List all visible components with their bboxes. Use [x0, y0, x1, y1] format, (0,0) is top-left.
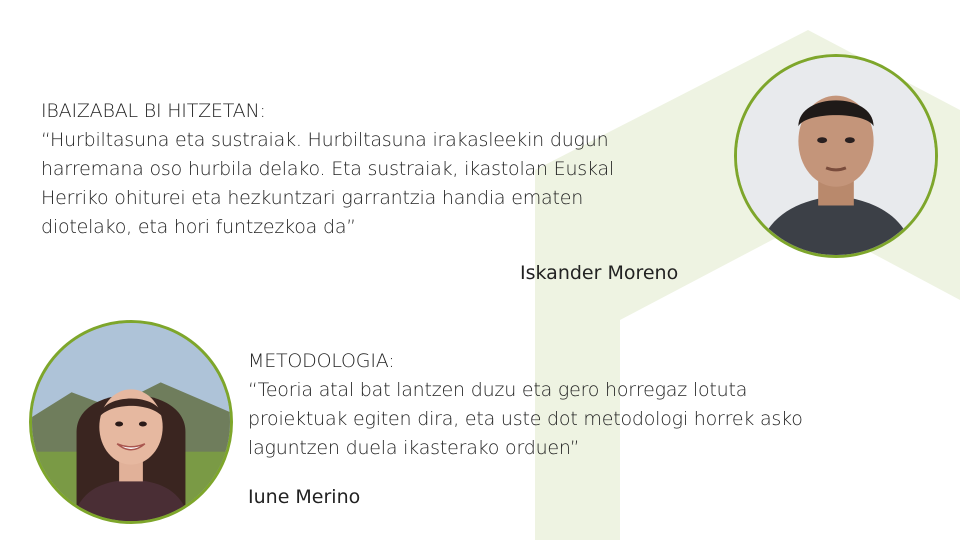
quote-block-2 — [248, 347, 803, 463]
quote-block-1 — [41, 97, 614, 242]
iune-merino-photo — [29, 320, 233, 524]
quote-2-heading: METODOLOGIA: — [248, 350, 395, 372]
quote-2-line: proiektuak egiten dira, eta uste dot metodologi horrek asko — [248, 408, 803, 430]
quote-1-author: Iskander Moreno — [520, 262, 679, 284]
quote-2-author: Iune Merino — [248, 486, 361, 508]
quote-1-line: harremana oso hurbila delako. Eta sustraiak, ikastolan Euskal — [41, 158, 614, 180]
iskander-moreno-photo — [734, 54, 938, 258]
quote-1-line: Herriko ohiturei eta hezkuntzari garrantzia handia ematen — [41, 187, 584, 209]
quote-2-line: laguntzen duela ikasterako orduen” — [248, 437, 580, 459]
person-portrait-icon — [737, 57, 935, 255]
quote-1-line: diotelako, eta hori funtzezkoa da” — [41, 216, 356, 238]
quote-1-heading: IBAIZABAL BI HITZETAN: — [41, 100, 266, 122]
quote-2-line: “Teoria atal bat lantzen duzu eta gero horregaz lotuta — [248, 379, 748, 401]
quote-1-line: “Hurbiltasuna eta sustraiak. Hurbiltasuna irakasleekin dugun — [41, 129, 609, 151]
person-portrait-icon — [32, 323, 230, 521]
